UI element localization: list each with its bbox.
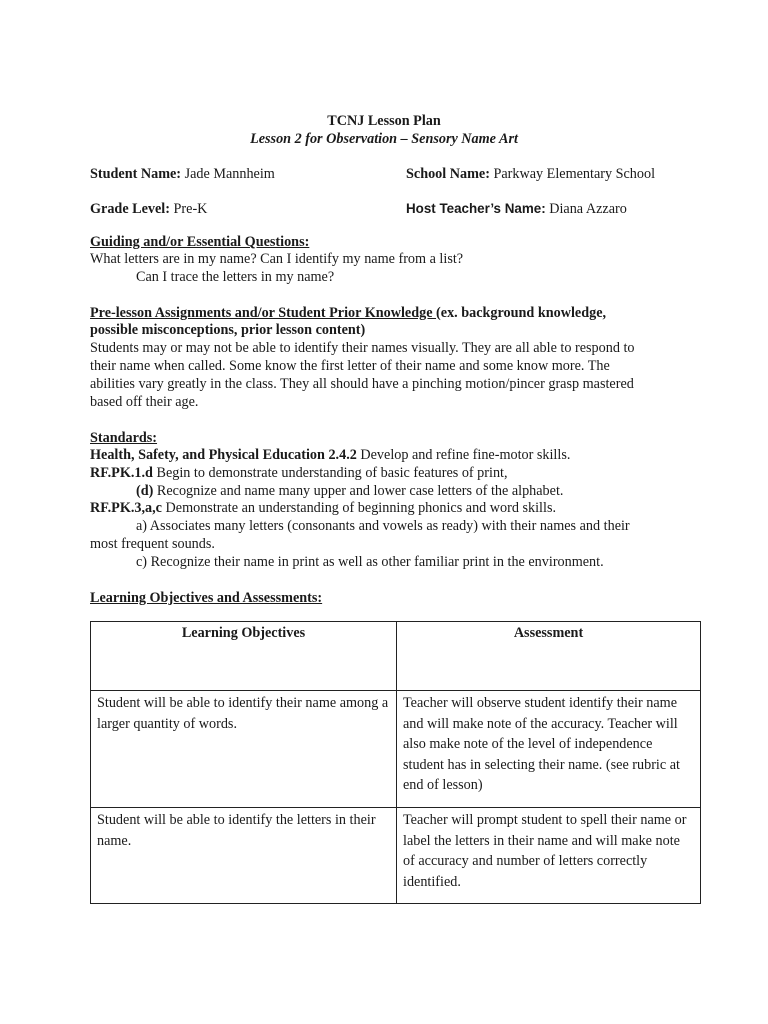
student-name-label: Student Name: bbox=[90, 166, 182, 182]
prelesson-heading bbox=[90, 304, 606, 322]
doc-subtitle: Lesson 2 for Observation – Sensory Name Art bbox=[250, 131, 518, 147]
standard-subitem-cont: most frequent sounds. bbox=[90, 536, 215, 552]
standard-code: RF.PK.3,a,c bbox=[90, 500, 162, 516]
standard-subitem: a) Associates many letters (consonants and vowels as ready) with their names and their bbox=[136, 518, 630, 534]
objectives-heading: Learning Objectives and Assessments: bbox=[90, 590, 323, 606]
grade-level-row bbox=[90, 200, 207, 218]
host-teacher-row bbox=[406, 200, 627, 218]
objective-cell: Student will be able to identify their name among a larger quantity of words. bbox=[91, 691, 397, 808]
standard-item bbox=[136, 482, 563, 500]
grade-level-value: Pre-K bbox=[173, 201, 208, 217]
school-name-label: School Name: bbox=[406, 166, 490, 182]
standard-code: RF.PK.1.d bbox=[90, 465, 153, 481]
objectives-table bbox=[90, 621, 701, 904]
prelesson-text-line: their name when called. Some know the first letter of their name and some know more. The bbox=[90, 358, 610, 374]
standard-item bbox=[90, 499, 556, 517]
assessment-cell: Teacher will observe student identify their name and will make note of the accuracy. Teacher will also make note of the level of independence student has in selecting their name. (see rubric at end of lesson) bbox=[397, 691, 701, 808]
table-row bbox=[91, 691, 701, 808]
host-teacher-label: Host Teacher’s Name: bbox=[406, 201, 546, 216]
standard-code: Health, Safety, and Physical Education 2.4.2 bbox=[90, 447, 357, 463]
standard-text: Begin to demonstrate understanding of basic features of print, bbox=[152, 465, 508, 481]
standard-code: (d) bbox=[136, 483, 154, 499]
prelesson-text-line: based off their age. bbox=[90, 394, 199, 410]
guiding-heading: Guiding and/or Essential Questions: bbox=[90, 234, 310, 250]
standard-text: Recognize and name many upper and lower case letters of the alphabet. bbox=[153, 483, 564, 499]
student-name-row bbox=[90, 165, 275, 183]
table-header-row bbox=[91, 622, 701, 691]
column-header-objectives: Learning Objectives bbox=[91, 622, 397, 691]
standard-subitem: c) Recognize their name in print as well as other familiar print in the environment. bbox=[136, 554, 604, 570]
table-row bbox=[91, 808, 701, 904]
grade-level-label: Grade Level: bbox=[90, 201, 170, 217]
guiding-question-1: What letters are in my name? Can I identify my name from a list? bbox=[90, 251, 464, 267]
school-name-value: Parkway Elementary School bbox=[493, 166, 656, 182]
prelesson-heading-underlined: Pre-lesson Assignments and/or Student Prior Knowledge bbox=[90, 305, 437, 321]
student-name-value: Jade Mannheim bbox=[184, 166, 275, 182]
prelesson-heading-rest: (ex. background knowledge, bbox=[436, 305, 607, 321]
doc-title: TCNJ Lesson Plan bbox=[327, 113, 441, 129]
prelesson-text-line: abilities vary greatly in the class. They all should have a pinching motion/pincer grasp mastered bbox=[90, 376, 634, 392]
guiding-question-2: Can I trace the letters in my name? bbox=[136, 269, 335, 285]
standard-text: Demonstrate an understanding of beginning phonics and word skills. bbox=[161, 500, 557, 516]
standards-heading: Standards: bbox=[90, 430, 158, 446]
column-header-assessment: Assessment bbox=[397, 622, 701, 691]
host-teacher-value: Diana Azzaro bbox=[549, 201, 627, 217]
standard-item bbox=[90, 464, 508, 482]
prelesson-text-line: Students may or may not be able to identify their names visually. They are all able to respond to bbox=[90, 340, 635, 356]
assessment-cell: Teacher will prompt student to spell their name or label the letters in their name and will make note of accuracy and number of letters correctly identified. bbox=[397, 808, 701, 904]
prelesson-heading-line2: possible misconceptions, prior lesson content) bbox=[90, 322, 366, 338]
standard-item bbox=[90, 446, 570, 464]
school-name-row bbox=[406, 165, 655, 183]
standard-text: Develop and refine fine-motor skills. bbox=[356, 447, 571, 463]
objective-cell: Student will be able to identify the letters in their name. bbox=[91, 808, 397, 904]
